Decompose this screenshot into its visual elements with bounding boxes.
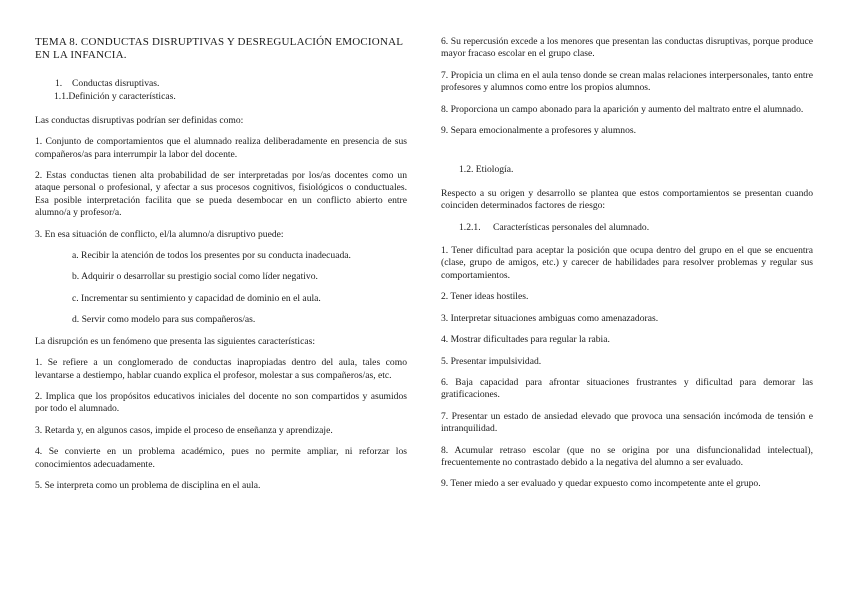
outline-item: [35, 78, 407, 90]
subsection-number: 1.2.1.: [459, 221, 481, 233]
outline-number: 1.1.: [54, 91, 69, 103]
paragraph: 5. Se interpreta como un problema de disciplina en el aula.: [35, 479, 261, 491]
paragraph: 1. Conjunto de comportamientos que el alumnado realiza deliberadamente en presencia de sus compañeros/as para interrumpir la labor del docente.: [35, 136, 407, 160]
paragraph: 2. Implica que los propósitos educativos iniciales del docente no son compartidos y asumidos por todo el alumnado.: [35, 390, 407, 415]
paragraph: 7. Presentar un estado de ansiedad elevado que provoca una sensación incómoda de tensión e intranquilidad.: [441, 410, 813, 435]
section-label: Etiología.: [475, 164, 514, 176]
intro-text: Las conductas disruptivas podrían ser definidas como:: [35, 114, 244, 126]
outline-item: [35, 91, 407, 103]
paragraph: 9. Tener miedo a ser evaluado y quedar expuesto como incompetente ante el grupo.: [441, 478, 761, 490]
subsection-heading: [441, 222, 813, 234]
left-column: [35, 36, 407, 501]
paragraph: 5. Presentar impulsividad.: [441, 355, 542, 367]
paragraph: 3. En esa situación de conflicto, el/la alumno/a disruptivo puede:: [35, 228, 284, 240]
sub-list-item: a. Recibir la atención de todos los presentes por su conducta inadecuada.: [72, 250, 351, 262]
sub-list-item: c. Incrementar su sentimiento y capacidad de dominio en el aula.: [72, 292, 321, 304]
paragraph: 8. Acumular retraso escolar (que no se origina por una disfuncionalidad intelectual), frecuentemente no contrastado debido a la negativa del alumno a ser evaluado.: [441, 444, 813, 468]
paragraph: 9. Separa emocionalmente a profesores y alumnos.: [441, 125, 637, 137]
paragraph: 7. Propicia un clima en el aula tenso donde se crean malas relaciones interpersonales, tanto entre profesores y alumnos como entre los propios alumnos.: [441, 69, 813, 94]
paragraph: 2. Estas conductas tienen alta probabilidad de ser interpretadas por los/as docentes como un ataque personal o profesional, y afectar a sus procesos cognitivos, fisiológicos o conductuales. Esa posible interpretación facilita que se pueda desembocar en un conflicto abierto entre alumno/a y profesor/a.: [35, 170, 407, 219]
sub-list-item: d. Servir como modelo para sus compañeros/as.: [72, 314, 256, 326]
paragraph: 4. Mostrar dificultades para regular la rabia.: [441, 334, 610, 346]
right-column: [441, 36, 813, 500]
paragraph: 4. Se convierte en un problema académico, pues no permite ampliar, ni reforzar los conocimientos adecuadamente.: [35, 446, 407, 470]
paragraph: 2. Tener ideas hostiles.: [441, 291, 529, 303]
paragraph: 3. Retarda y, en algunos casos, impide el proceso de enseñanza y aprendizaje.: [35, 424, 333, 436]
paragraph: 1. Tener dificultad para aceptar la posición que ocupa dentro del grupo en el que se encuentra (clase, grupo de amigos, etc.) y carecer de habilidades para resolver problemas y regular sus comportamientos.: [441, 245, 813, 281]
document-title: TEMA 8. CONDUCTAS DISRUPTIVAS Y DESREGULACIÓN EMOCIONAL EN LA INFANCIA.: [35, 36, 403, 61]
sub-list-item: b. Adquirir o desarrollar su prestigio social como líder negativo.: [72, 271, 318, 283]
paragraph: 1. Se refiere a un conglomerado de conductas inapropiadas dentro del aula, tales como levantarse a destiempo, hablar cuando explica el profesor, molestar a sus compañeros/as, etc.: [35, 357, 407, 381]
outline-number: 1.: [55, 78, 63, 89]
outline-label: Definición y características.: [68, 91, 176, 103]
outline-label: Conductas disruptivas.: [72, 78, 160, 89]
section-heading: [441, 164, 813, 176]
subsection-label: Características personales del alumnado.: [493, 221, 650, 233]
paragraph: 6. Su repercusión excede a los menores que presentan las conductas disruptivas, porque produce mayor fracaso escolar en el grupo clase.: [441, 36, 813, 60]
paragraph: 6. Baja capacidad para afrontar situaciones frustrantes y dificultad para demorar las gratificaciones.: [441, 376, 813, 401]
paragraph: 3. Interpretar situaciones ambiguas como amenazadoras.: [441, 312, 659, 324]
section-number: 1.2.: [459, 164, 474, 176]
paragraph: 8. Proporciona un campo abonado para la aparición y aumento del maltrato entre el alumnado.: [441, 103, 804, 115]
intro-text: Respecto a su origen y desarrollo se plantea que estos comportamientos se presentan cuando coinciden determinados factores de riesgo:: [441, 187, 813, 212]
intro-text: La disrupción es un fenómeno que presenta las siguientes características:: [35, 335, 315, 347]
